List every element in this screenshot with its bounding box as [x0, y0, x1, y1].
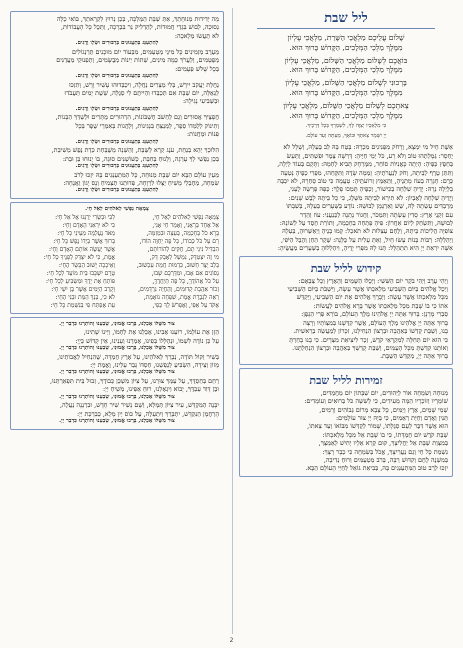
pair-line: אֵל אֶחָד בְּרָאָנִי, וְאָמַר חַי אָנִי, — [152, 221, 219, 229]
verse-note: כִּי מַלְאָכָיו יְצַוֶּה לָּךְ, לִשְׁמָרְךָ בְּכָל דְּרָכֶיךָ. — [305, 123, 387, 130]
text-line: כִּי הוּא יוֹם תְּחִלָּה לְמִקְרָאֵי קֹדֶשׁ, זֵכֶר לִיצִיאַת מִצְרָיִם. כִּי בָנוּ בָחַרְתָּ — [289, 335, 448, 344]
text-line: וְאוֹתָנוּ קִדַּשְׁתָּ מִכָּל הָעַמִּים, וְשַׁבַּת קָדְשְׁךָ בְּאַהֲבָה וּבְרָצוֹן הִנְחַלְתָּנוּ. — [292, 343, 448, 352]
text-line: נִשְׁמַת כָּל חַי וְגַם נַעֲרִיצָךְ, אֱכֹל בְּשִׂמְחָה כִּי כְבָר רָצָךְ: — [322, 447, 448, 456]
text-line: צוֹפִיָּה הֲלִיכוֹת בֵּיתָהּ, וְלֶחֶם עַצְלוּת לֹא תֹאכֵל: קָמוּ בָנֶיהָ וַיְאַשְּׁרוּהָ, בַּעְלָהּ — [282, 227, 453, 236]
text-line: עִם זִקְנֵי אָרֶץ: סָדִין עָשְׂתָה וַתִּמְכֹּר, וַחֲגוֹר נָתְנָה לַכְּנַעֲנִי: עוֹז וְהָדָר — [300, 210, 453, 219]
text-line: מֵעֶרֶב מַזְמִינִים כָּל מִינֵי מַטְעַמִּים, מִבְּעוֹד יוֹם מוּכָנִים תַּרְנְגוֹלִים — [71, 47, 219, 56]
text-line: מְפֻטָּמִים, וְלַעֲרֹךְ כַּמָּה מִינִים, שְׁתוֹת יֵינוֹת מְבֻשָּׂמִים, וְתַפְנוּקֵי מַעֲדַנִּים — [56, 56, 219, 65]
text-line: וַיְכַל אֱלֹהִים בַּיּוֹם הַשְּׁבִיעִי מְלַאכְתּוֹ אֲשֶׁר עָשָׂה, וַיִּשְׁבֹּת בַּיּוֹם הַשְּׁבִיעִי — [287, 285, 448, 294]
text-line: וַיְהַלְלָהּ: רַבּוֹת בָּנוֹת עָשׂוּ חָיִל, וְאַתְּ עָלִית עַל כֻּלָּנָה: שֶׁקֶר הַחֵן וְהֶבֶל הַיֹּפִי, — [281, 235, 453, 244]
text-line: הַזָּן אֶת עוֹלָמוֹ, רוֹעֵנוּ אָבִינוּ, אָכַלְנוּ אֶת לַחְמוֹ, וְיֵינוֹ שָׁתִינוּ, — [83, 328, 219, 337]
text-line: מִכָּל מְלַאכְתּוֹ אֲשֶׁר עָשָׂה: וַיְבָרֶךְ אֱלֹהִים אֶת יוֹם הַשְּׁבִיעִי, וַיְקַדֵּשׁ — [296, 293, 448, 302]
text-line: יִבָּנֶה הַמִּקְדָּשׁ, עִיר צִיּוֹן תְּמַלֵּא, וְשָׁם נָשִׁיר שִׁיר חָדָשׁ, וּבִרְנָנָה נַעֲלֶה, — [60, 401, 219, 410]
text-line: הִלּוּכָךְ יְהֵא בְנַחַת, עֹנֶג קְרָא לַשַּׁבָּת, וְהַשֵּׁנָה מְשֻׁבַּחַת כְּדָת נֶפֶשׁ מְשִׁיבַת, — [51, 146, 219, 155]
ma-yedidut-box — [10, 11, 224, 199]
refrain-line: לְהִתְעַנֵּג בְּתַעֲנוּגִים בַּרְבּוּרִים וּשְׂלָו וְדָגִים. — [75, 138, 159, 145]
refrain-line: לְהִתְעַנֵּג בְּתַעֲנוּגִים בַּרְבּוּרִים וּשְׂלָו וְדָגִים. — [75, 187, 159, 194]
text-line: נְסוּכָה, לְבוּשׁ בִּגְדֵי חֲמוּדוֹת, לְהַדְלִיק נֵר בִּבְרָכָה, וַתֵּכֶל כָּל הָעֲבוֹדוֹת, — [60, 23, 219, 32]
text-line: מְנוּחָה וְשִׂמְחָה אוֹר לַיְּהוּדִים, יוֹם שַׁבָּתוֹן יוֹם מַחֲמַדִּים, — [320, 388, 448, 397]
refrain-line: צוּר מִשֶּׁלּוֹ אָכַלְנוּ, בָּרְכוּ אֱמוּנַי, שָׂבַעְנוּ וְהוֹתַרְנוּ כִּדְבַר יְיָ. — [59, 369, 175, 376]
text-line: חֲפָצֶיךָ אֲסוּרִים וְגַם לַחְשֹׁב חֶשְׁבּוֹנוֹת, הִרְהוּרִים מֻתָּרִים וּלְשַׁדֵּךְ הַבָּנוֹת, — [55, 113, 219, 122]
text-line: וּבֶן דָּוִד עַבְדֶּךָ, יָבוֹא וְיִגְאָלֵנוּ, רוּחַ אַפֵּינוּ, מְשִׁיחַ יְיָ: — [103, 385, 219, 394]
text-line: בְּמִשְׁנֶה לֶחֶם וְקִדּוּשׁ רַבָּה, בְּרֹב מַטְעַמִּים וְרוּחַ נְדִיבָה, — [323, 455, 448, 464]
pair-line: פּוֹתֵחַ אֶת יָדֶךָ וּמַשְׂבִּיעַ לְכָל חָי: — [46, 277, 115, 285]
stanza-line: בָּרְכוּנִי לְשָׁלוֹם מַלְאֲכֵי הַשָּׁלוֹם, מַלְאֲכֵי עֶלְיוֹן — [285, 78, 407, 88]
text-line: נַחֲלַת יַעֲקֹב יִירָשׁ, בְּלִי מְצָרִים נַחֲלָה, וִיכַבְּדוּהוּ עָשִׁיר וָרָשׁ, וְתִזְכּוּ — [68, 80, 219, 89]
refrain-line: לְהִתְעַנֵּג בְּתַעֲנוּגִים בַּרְבּוּרִים וּשְׂלָו וְדָגִים. — [75, 163, 159, 170]
pair-line: טֶרֶם יִשְׁכָּבוּ בֵּית מוֹעֵד לְכָל חָי: — [46, 269, 115, 277]
text-line: שׁוֹמְרָיו וְזוֹכְרָיו הֵמָּה מְעִידִים, כִּי לְשִׁשָּׁה כֹּל בְּרוּאִים וְעוֹמְדִים: — [304, 397, 448, 406]
text-line: לֹא תַעֲשׂוּ מְלָאכָה: — [174, 31, 219, 40]
section-title-leil-shabbat: ליל שבת — [324, 11, 368, 26]
shalom-stanza — [239, 78, 453, 98]
text-line: בַלַּיְלָה נֵרָהּ: יָדֶיהָ שִׁלְּחָה בַכִּישׁוֹר, וְכַפֶּיהָ תָּמְכוּ פָלֶךְ: כַּפָּהּ פָּרְשָׂה לֶעָנִי, — [288, 185, 453, 194]
ma-yedidut-block — [15, 15, 219, 195]
text-line: מֵעֵין עוֹלָם הַבָּא יוֹם שַׁבָּת מְנוּחָה, כָּל הַמִּתְעַנְּגִים בָּהּ יִזְכּוּ לְרֹב — [74, 170, 219, 179]
pair-line: בָּרָא כֹל בְּחָכְמָה, בְּעֵצָה וּבִמְזִמָּה, — [146, 229, 219, 237]
tzur-refrain: צוּר מִשֶּׁלּוֹ אָכַלְנוּ, בָּרְכוּ אֱמוּנַי, שָׂבַעְנוּ וְהוֹתַרְנוּ כִּדְבַר יְיָ. — [59, 320, 175, 327]
text-line: הוּא אֲשֶׁר דִּבֶּר לְעַם סְגֻלָּתוֹ, שָׁמוֹר לְקַדְּשׁוֹ מִבּוֹאוֹ וְעַד צֵאתוֹ, — [307, 422, 448, 431]
text-line: כָּרֶם: חָגְרָה בְעוֹז מָתְנֶיהָ, וַתְּאַמֵּץ זְרוֹעֹתֶיהָ: טָעֲמָה כִּי טוֹב סַחְרָהּ, לֹא יִכְבֶּה — [277, 177, 453, 185]
pair-line: בְּלֵב יֵצֶר חָשׁוּב, כִּדְמוּת חֲמַת עַכְשׁוּב, — [136, 261, 219, 269]
stanza-line: שָׁלוֹם עֲלֵיכֶם מַלְאֲכֵי הַשָּׁרֵת, מַלְאֲכֵי עֶלְיוֹן — [287, 33, 405, 42]
text-line: מַה יְּדִידוּת מְנוּחָתֵךְ, אַתְּ שַׁבָּת הַמַּלְכָּה, בְּכֵן נָרוּץ לִקְרָאתֵךְ, בּוֹאִי כַלָּה — [56, 15, 219, 23]
refrain-line: לְהִתְעַנֵּג בְּתַעֲנוּגִים בַּרְבּוּרִים וּשְׂלָו וְדָגִים. — [75, 40, 159, 47]
shalom-stanza — [239, 56, 453, 76]
tzamah-right-half — [119, 214, 219, 310]
text-line: בָּרוּךְ אַתָּה יְיָ, מְקַדֵּשׁ הַשַּׁבָּת. — [380, 352, 448, 361]
title-divider — [257, 28, 435, 29]
stanza-line: מִמֶּלֶךְ מַלְכֵי הַמְּלָכִים, הַקָּדוֹשׁ בָּרוּךְ הוּא. — [289, 42, 403, 52]
tzur-mishelo-block — [15, 328, 219, 426]
pair-line: רְאֵה לִגְבֶרֶת אֱמֶת, שִׁפְחָה נוֹאֶמֶת, — [143, 293, 219, 301]
tzur-box — [10, 317, 224, 430]
verse-note-2: יְיָ יִשְׁמָר צֵאתְךָ וּבוֹאֶךָ, מֵעַתָּה וְעַד עוֹלָם. — [305, 133, 387, 140]
zmirot-block — [244, 389, 448, 473]
stanza-line: בּוֹאֲכֶם לְשָׁלוֹם מַלְאֲכֵי הַשָּׁלוֹם, מַלְאֲכֵי עֶלְיוֹן — [284, 55, 408, 65]
pair-line: זְכוֹר אַהֲבַת קְדוּמִים, וְהַחֲיֵה נִרְדָּמִים, — [138, 285, 219, 293]
tzamah-left-half — [15, 214, 115, 310]
text-line: שְׁמֵי שָׁמַיִם, אֶרֶץ וְיַמִּים, כָּל צְבָא מָרוֹם גְּבוֹהִים וְרָמִים, — [319, 405, 448, 414]
shalom-stanza — [239, 101, 453, 121]
shalom-stanza — [239, 33, 453, 53]
kiddush-block — [244, 277, 448, 361]
text-line: בְּמִצְוַת שַׁבָּת אֵל יַחֲלִיצָךְ, קוּם קְרָא אֵלָיו יָחִישׁ לְאַמְּצָךְ, — [318, 439, 448, 448]
shalom-aleichem-block — [239, 33, 453, 120]
text-line: רַחֵם בְּחַסְדֶּךָ, עַל עַמְּךָ צוּרֵנוּ, עַל צִיּוֹן מִשְׁכַּן כְּבוֹדֶךָ, זְבוּל בֵּית תִּפְאַרְתֵּנוּ, — [49, 377, 219, 386]
section-title-kiddush: קידוש לליל שבת — [310, 261, 382, 275]
kiddush-box — [239, 256, 453, 365]
stanza-line: מִמֶּלֶךְ מַלְכֵי הַמְּלָכִים, הַקָּדוֹשׁ בָּרוּךְ הוּא. — [289, 65, 403, 75]
pair-line: כִּי לֹא יִרְאַנִי הָאָדָם וָחָי: — [62, 221, 115, 229]
pair-line: מִי זֶה יִצְטַדָּק, נִמְשַׁל לְאָבָק דָּק, — [149, 253, 219, 261]
text-line: בָּרוּךְ אַתָּה יְיָ אֱלֹהֵינוּ מֶלֶךְ הָעוֹלָם, אֲשֶׁר קִדְּשָׁנוּ בְּמִצְוֹתָיו וְרָצָה — [303, 318, 448, 327]
text-line: הָרַחֲמָן הַנִּקְדָּשׁ, יִתְבָּרַךְ וְיִתְעַלֶּה, עַל כּוֹס יַיִן מָלֵא, כְּבִרְכַּת יְיָ: — [76, 409, 219, 418]
pair-line: בָּרוּךְ אֲשֶׁר בְּיָדוֹ נֶפֶשׁ כָּל חָי: — [53, 237, 115, 245]
pair-line: נְסוֹגִים אִם אָבוּ, וּמִדַּרְכָּם שָׁבוּ, — [151, 269, 219, 277]
pair-line: הִבְדִּיל נִינֵי תָם, חֻקִּים לְהוֹרוֹתָם, — [147, 245, 219, 253]
columns — [10, 8, 453, 634]
stanza-line: מִמֶּלֶךְ מַלְכֵי הַמְּלָכִים, הַקָּדוֹשׁ בָּרוּךְ הוּא. — [289, 87, 403, 97]
text-line: מָזוֹן וְצֵידָה, הִשְׂבִּיעַ לְנַפְשֵׁנוּ, חַסְדּוֹ גָּבַר עָלֵינוּ, וֶאֱמֶת יְיָ: — [90, 361, 219, 370]
tzamah-pairs — [15, 214, 219, 310]
refrain-line: לְהִתְעַנֵּג בְּתַעֲנוּגִים בַּרְבּוּרִים וּשְׂלָו וְדָגִים. — [75, 73, 159, 80]
stanza-line: צֵאתְכֶם לְשָׁלוֹם מַלְאֲכֵי הַשָּׁלוֹם, מַלְאֲכֵי עֶלְיוֹן — [283, 100, 409, 110]
pair-line: וְאֵיכָכָה יָשׁוּב הַבָּשָׂר הֶחָי: — [58, 261, 115, 269]
text-line: לַגְּאֻלָּה, יוֹם שַׁבָּת אִם תְּכַבֵּדוּ וִהְיִיתֶם לִי סְגֻלָּה, שֵׁשֶׁת יָמִים תַּעֲבֹדוּ — [64, 89, 219, 98]
pair-line: לֹא כִּי, בְּנֵךְ הַמֵּת וּבְנִי הֶחָי: — [55, 293, 115, 301]
pair-line: אֱמֶת, כִּי לֹא יִצְדַּק לְפָנֶיךָ כָּל חָי: — [43, 253, 115, 261]
text-line: שַׁבַּת קֹדֶשׁ יוֹם חֶמְדָּתוֹ, כִּי בוֹ שָׁבַת אֵל מִכָּל מְלַאכְתּוֹ: — [322, 430, 448, 439]
text-line: וְתִינוֹק לְלַמְּדוֹ סֵפֶר, לַמְנַצֵּחַ בִּנְגִינוֹת, וְלַהֲגוֹת בְּאִמְרֵי שֶׁפֶר בְּכָל — [75, 121, 219, 130]
text-line: עַל כֵּן נוֹדֶה לִשְׁמוֹ, וּנְהַלְּלוֹ בְּפִינוּ, אָמַרְנוּ וְעָנִינוּ, אֵין קָדוֹשׁ כַּיְיָ: — [75, 336, 219, 345]
pair-line: לִבִּי וּבְשָׂרִי יְרַנְּנוּ אֶל אֵל חָי: — [55, 213, 115, 221]
text-line: סַבְרִי מָרָנָן: בָּרוּךְ אַתָּה יְיָ אֱלֹהֵינוּ מֶלֶךְ הָעוֹלָם, בּוֹרֵא פְּרִי הַגָּפֶן: — [301, 310, 448, 319]
pair-line: מְאֹד נֶעֶלְמָה מֵעֵינֵי כָּל חָי: — [57, 229, 115, 237]
text-line: בְּכֵן נַפְשִׁי לְךָ עָרְגָה, וְלָנוּחַ בְּחִבַּת, כַּשּׁוֹשַׁנִּים סוּגָה, בּוֹ יָנוּחוּ בֵּן וּבַת: — [62, 154, 219, 163]
section-title-zmirot: זמירות לליל שבת — [309, 373, 383, 387]
left-column — [10, 8, 224, 634]
text-line: אֵשֶׁת חַיִל מִי יִמְצָא, וְרָחֹק מִפְּנִינִים מִכְרָהּ: בָּטַח בָּהּ לֵב בַּעְלָהּ, וְשָׁלָל לֹא — [283, 143, 453, 152]
refrain-line: לְהִתְעַנֵּג בְּתַעֲנוּגִים בַּרְבּוּרִים וּשְׂלָו וְדָגִים. — [75, 105, 159, 112]
text-line: וְיָדֶיהָ שִׁלְּחָה לָאֶבְיוֹן: לֹא תִירָא לְבֵיתָהּ מִשָּׁלֶג, כִּי כָל בֵּיתָהּ לָבֻשׁ שָׁנִים: — [288, 193, 453, 202]
pair-line: עַל כֹּל אֲהוֹדֶךָּ, כָּל פֶּה תְּיַחֲדֶךָּ, — [152, 277, 219, 285]
text-line: וַתִּתֵּן טֶרֶף לְבֵיתָהּ, וְחֹק לְנַעֲרֹתֶיהָ: זָמְמָה שָׂדֶה וַתִּקָּחֵהוּ, מִפְּרִי כַפֶּיהָ נָטְעָה — [280, 168, 453, 177]
refrain-line: צוּר מִשֶּׁלּוֹ אָכַלְנוּ, בָּרְכוּ אֱמוּנַי, שָׂבַעְנוּ וְהוֹתַרְנוּ כִּדְבַר יְיָ. — [59, 418, 175, 425]
text-line: פִּנּוֹת וּמַחֲנוֹת: — [187, 130, 219, 139]
text-line: בָנוּ, וְשַׁבַּת קָדְשׁוֹ בְּאַהֲבָה וּבְרָצוֹן הִנְחִילָנוּ, זִכָּרוֹן לְמַעֲשֵׂה בְרֵאשִׁית. — [293, 327, 448, 336]
eshet-chayil-block — [239, 143, 453, 252]
text-line: בְּכָל שָׁלֹשׁ פְּעָמִים: — [175, 64, 219, 73]
right-column — [232, 8, 453, 634]
text-line: אִשָּׁה יִרְאַת יְיָ הִיא תִתְהַלָּל: תְּנוּ לָהּ מִפְּרִי יָדֶיהָ, וִיהַלְלוּהָ בַשְּׁעָרִים מַעֲשֶׂיהָ: — [277, 244, 453, 253]
page-number: 2 — [229, 637, 234, 644]
pair-line: צָמְאָה נַפְשִׁי לֵאלֹהִים לְאֵל חָי, — [152, 213, 219, 221]
pair-line: וְקָרֵב הַיָּמִים אֲשֶׁר בֶּן יִשַׁי חָי: — [51, 285, 115, 293]
pair-line: רָם עַל כֹּל כְּבוֹדוֹ, כָּל פֶּה יְחַוֶּה הוֹדוֹ, — [139, 237, 219, 245]
pair-line: אֲשֶׁר יַעֲשֶׂה אוֹתָם הָאָדָם וָחָי: — [49, 245, 115, 253]
text-line: בְּחֵפֶץ כַּפֶּיהָ: הָיְתָה כָּאֳנִיּוֹת סוֹחֵר, מִמֶּרְחָק תָּבִיא לַחְמָהּ: וַתָּקָם בְּעוֹד לַיְלָה, — [277, 160, 453, 169]
text-line: וַיְהִי עֶרֶב וַיְהִי בֹקֶר יוֹם הַשִּׁשִּׁי: וַיְכֻלּוּ הַשָּׁמַיִם וְהָאָרֶץ וְכָל צְבָאָם: — [298, 276, 448, 285]
zmirot-box — [239, 368, 453, 477]
text-line: שִׂמְחָה, מֵחֶבְלֵי מָשִׁיחַ יֻצָּלוּ לִרְוָחָה, פְּדוּתֵנוּ תַצְמִיחַ וְנָס יָגוֹן וַאֲנָחָה: — [63, 179, 219, 188]
pair-line: אֶקֹּד עַל אַפַּי, וְאֶפְרֹשׂ לְךָ כַּפַּי, — [152, 301, 219, 309]
stanza-line: מִמֶּלֶךְ מַלְכֵי הַמְּלָכִים, הַקָּדוֹשׁ בָּרוּךְ הוּא. — [289, 110, 403, 120]
pair-line: עֵת אֶפְתַּח פִּי בְּנִשְׁמַת כָּל חָי: — [50, 301, 115, 309]
text-line: וּבַשְּׁבִיעִי נָגִילָה: — [182, 97, 219, 106]
refrain-line: צוּר מִשֶּׁלּוֹ אָכַלְנוּ, בָּרְכוּ אֱמוּנַי, שָׂבַעְנוּ וְהוֹתַרְנוּ כִּדְבַר יְיָ. — [59, 393, 175, 400]
text-line: לְבוּשָׁהּ, וַתִּשְׂחַק לְיוֹם אַחֲרוֹן: פִּיהָ פָּתְחָה בְחָכְמָה, וְתוֹרַת חֶסֶד עַל לְשׁוֹנָהּ: — [279, 219, 453, 228]
text-line: תַּנִּין וְאָדָם וְחַיַּת רְאֵמִים, כִּי בְּיָהּ יְיָ צוּר עוֹלָמִים: — [335, 413, 448, 422]
refrain-line: צוּר מִשֶּׁלּוֹ אָכַלְנוּ, בָּרְכוּ אֱמוּנַי, שָׂבַעְנוּ וְהוֹתַרְנוּ כִּדְבַר יְיָ. — [59, 345, 175, 352]
tzamah-box — [10, 202, 224, 314]
text-line: בְּשִׁיר וְקוֹל תּוֹדָה, נְבָרֵךְ לֵאלֹהֵינוּ, עַל אֶרֶץ חֶמְדָּה, שֶׁהִנְחִיל לַאֲבוֹתֵינוּ, — [57, 352, 219, 361]
text-line: יִזְכּוּ לְרַב טוּב הַמִּתְעַנְּגִים בָּהּ, בְּבִיאַת גּוֹאֵל לְחַיֵּי הָעוֹלָם הַבָּא. — [305, 464, 448, 473]
tzamah-refrain: צָמְאָה נַפְשִׁי לֵאלֹהִים לְאֵל חָי. — [85, 206, 149, 213]
text-line: אֹתוֹ כִּי בוֹ שָׁבַת מִכָּל מְלַאכְתּוֹ אֲשֶׁר בָּרָא אֱלֹהִים לַעֲשׂוֹת: — [313, 301, 448, 310]
text-line: מַרְבַדִּים עָשְׂתָה לָּהּ, שֵׁשׁ וְאַרְגָּמָן לְבוּשָׁהּ: נוֹדָע בַּשְּׁעָרִים בַּעְלָהּ, בְּשִׁבְתּוֹ — [286, 202, 453, 211]
text-line: יֶחְסָר: גְּמָלַתְהוּ טוֹב וְלֹא רָע, כֹּל יְמֵי חַיֶּיהָ: דָּרְשָׁה צֶמֶר וּפִשְׁתִּים, וַתַּעַשׂ — [286, 151, 453, 160]
